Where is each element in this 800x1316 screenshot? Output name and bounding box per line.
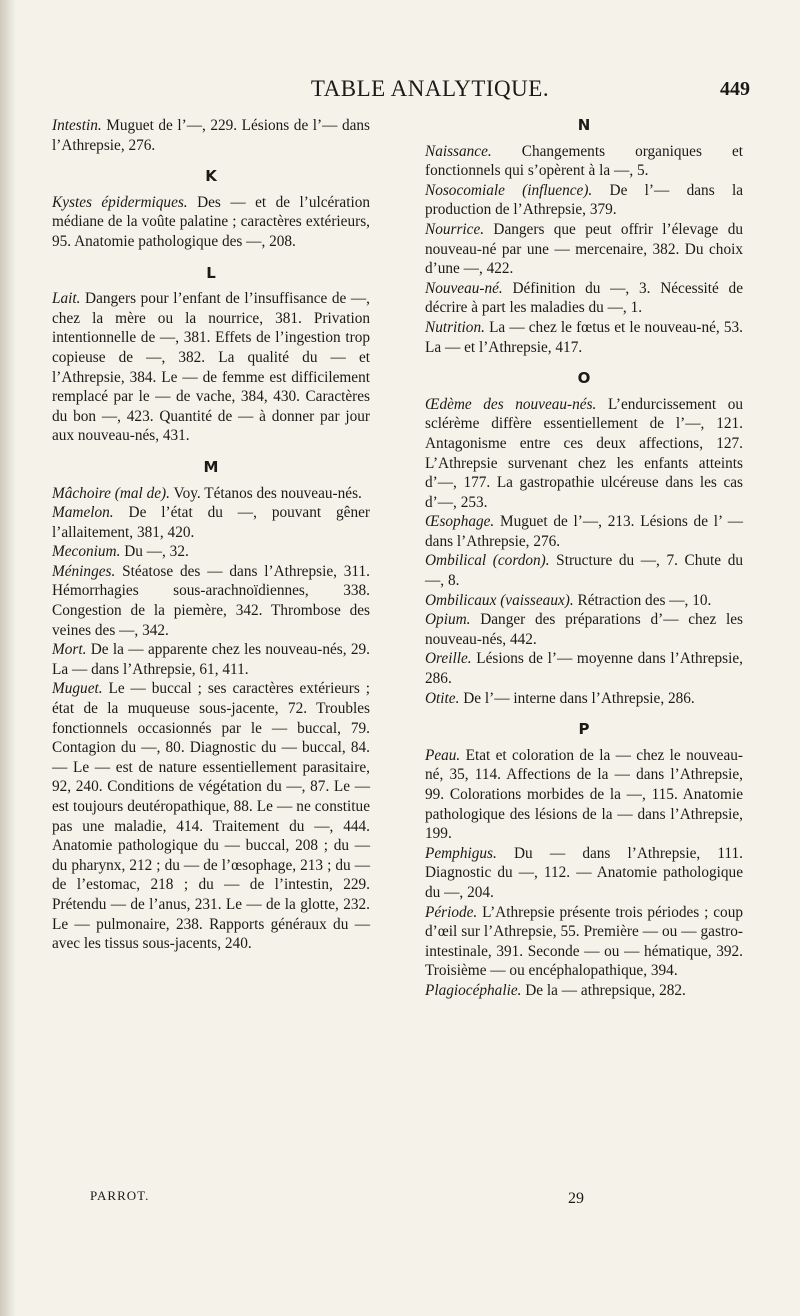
section-letter: P bbox=[578, 720, 590, 739]
entry-text: Muguet de l’—, 229. Lésions de l’— dans l’Athrepsie, 276. bbox=[52, 117, 370, 154]
entry-text: Dangers que peut offrir l’élevage du nouveau-né par une — mercenaire, 382. Du choix d’une —, 422. bbox=[425, 220, 743, 278]
section-letter: O bbox=[577, 369, 591, 388]
page-number: 449 bbox=[720, 78, 750, 100]
entry-text: De l’état du —, pouvant gêner l’allaitement, 381, 420. bbox=[52, 504, 370, 541]
page-header bbox=[110, 76, 750, 108]
index-entry bbox=[425, 649, 743, 688]
entry-term: Peau. bbox=[425, 746, 461, 764]
entry-term: Œsophage. bbox=[425, 513, 495, 531]
entry-term: Mort. bbox=[52, 641, 87, 659]
entry-term: Œdème des nouveau-nés. bbox=[425, 395, 597, 413]
entry-term: Meconium. bbox=[52, 543, 121, 561]
entry-term: Mamelon. bbox=[52, 504, 114, 522]
entry-text: Changements organiques et fonctionnels qui s’opèrent à la —, 5. bbox=[425, 142, 743, 180]
entry-term: Lait. bbox=[52, 290, 81, 308]
entry-text: Muguet de l’—, 213. Lésions de l’ — dans l’Athrepsie, 276. bbox=[425, 513, 743, 550]
index-entry bbox=[52, 193, 370, 252]
entry-term: Période. bbox=[425, 903, 478, 921]
entry-term: Otite. bbox=[425, 689, 460, 707]
section-letter: N bbox=[577, 116, 591, 134]
index-entry bbox=[425, 181, 743, 220]
page-edge-shadow bbox=[0, 0, 16, 1316]
index-entry bbox=[52, 679, 370, 953]
index-entry bbox=[425, 981, 743, 1001]
entry-text: De la — athrepsique, 282. bbox=[521, 981, 686, 999]
entry-text: Etat et coloration de la — chez le nouveau-né, 35, 114. Affections de la — dans l’Athrepsie, 99. Colorations morbides de la —, 115. Anatomie pathologique des lésions de la — dans l’Athrepsie, 199. bbox=[425, 746, 743, 843]
index-entry bbox=[425, 903, 743, 981]
index-entry bbox=[52, 640, 370, 679]
index-entry bbox=[425, 395, 743, 513]
footer-author: PARROT. bbox=[90, 1188, 150, 1203]
entry-term: Intestin. bbox=[52, 117, 102, 134]
entry-text: De l’— interne dans l’Athrepsie, 286. bbox=[459, 689, 695, 707]
entry-text: Des — et de l’ulcération médiane de la voûte palatine ; caractères extérieurs, 95. Anatomie pathologique des —, 208. bbox=[52, 193, 370, 250]
section-letter: K bbox=[205, 167, 217, 186]
entry-text: L’endurcissement ou sclérème diffère essentiellement de l’—, 121. Antagonisme entre ces deux affections, 127. L’Athrepsie survenant chez les enfants atteints d’—, 177. La gastropathie ulcéreuse dans les cas d’—, 253. bbox=[425, 395, 743, 511]
index-entry bbox=[425, 591, 743, 611]
section-letter: L bbox=[206, 263, 216, 282]
entry-text: Voy. Tétanos des nouveau-nés. bbox=[169, 484, 362, 502]
index-entry bbox=[425, 610, 743, 649]
entry-term: Muguet. bbox=[52, 680, 103, 698]
entry-text: Lésions de l’— moyenne dans l’Athrepsie, 286. bbox=[425, 650, 743, 688]
entry-text: De la — apparente chez les nouveau-nés, 29. La — dans l’Athrepsie, 61, 411. bbox=[52, 641, 370, 678]
index-entry bbox=[52, 484, 370, 504]
index-entry bbox=[425, 279, 743, 318]
entry-term: Mâchoire (mal de). bbox=[52, 484, 170, 502]
entry-term: Naissance. bbox=[425, 142, 492, 160]
entry-text: De l’— dans la production de l’Athrepsie, 379. bbox=[425, 181, 743, 219]
entry-text: Rétraction des —, 10. bbox=[573, 591, 712, 609]
entry-term: Nouveau-né. bbox=[425, 279, 503, 297]
page-title: TABLE ANALYTIQUE. bbox=[310, 76, 550, 101]
section-letter: M bbox=[203, 457, 219, 476]
entry-term: Nourrice. bbox=[425, 220, 485, 238]
index-entry bbox=[425, 318, 743, 357]
entry-term: Ombilical (cordon). bbox=[425, 552, 550, 570]
entry-text: Dangers pour l’enfant de l’insuffisance de —, chez la mère ou la nourrice, 381. Privation intentionnelle de —, 381. Effets de l’ingestion trop copieuse de —, 382. La qualité du — et l’Athrepsie, 384. Le — de femme est difficilement remplacé par le — de vache, 384, 430. Caractères du bon —, 423. Quantité de — à donner par jour aux nouveau-nés, 431. bbox=[52, 290, 370, 445]
entry-text: Structure du —, 7. Chute du —, 8. bbox=[425, 552, 743, 590]
entry-term: Ombilicaux (vaisseaux). bbox=[425, 591, 574, 609]
left-column bbox=[52, 116, 370, 954]
entry-text: Définition du —, 3. Nécessité de décrire à part les maladies du —, 1. bbox=[425, 279, 743, 317]
entry-term: Méninges. bbox=[52, 562, 116, 580]
entry-term: Plagiocéphalie. bbox=[425, 981, 522, 999]
entry-text: Du — dans l’Athrepsie, 111. Diagnostic du —, 112. — Anatomie pathologique du —, 204. bbox=[425, 844, 743, 901]
index-entry bbox=[425, 512, 743, 551]
entry-term: Nosocomiale (influence). bbox=[425, 181, 593, 199]
entry-text: Le — buccal ; ses caractères extérieurs ; état de la muqueuse sous-jacente, 72. Troubles fonctionnels occasionnés par le — buccal, 79. Contagion du —, 80. Diagnostic du — buccal, 84. — Le — est de nature essentiellement parasitaire, 92, 240. Conditions de végétation du —, 87. Le — est toujours deutéropathique, 88. Le — ne constitue pas une maladie, 414. Traitement du —, 444. Anatomie pathologique du — buccal, 208 ; du — du pharynx, 212 ; du — de l’œsophage, 213 ; du — de l’estomac, 218 ; du — de l’intestin, 229. Prétendu — de l’anus, 231. Le — de la glotte, 232. Le — pulmonaire, 238. Rapports généraux du — avec les tissus sous-jacents, 240. bbox=[52, 680, 370, 953]
entry-text: Danger des préparations d’— chez les nouveau-nés, 442. bbox=[425, 611, 743, 648]
entry-term: Nutrition. bbox=[425, 318, 485, 336]
index-entry bbox=[425, 746, 743, 844]
index-entry bbox=[52, 542, 370, 562]
index-entry bbox=[425, 551, 743, 590]
index-entry bbox=[425, 689, 743, 709]
index-entry bbox=[425, 844, 743, 903]
index-entry bbox=[425, 142, 743, 181]
entry-text: La — chez le fœtus et le nouveau-né, 53. La — et l’Athrepsie, 417. bbox=[425, 318, 743, 356]
index-entry bbox=[52, 116, 370, 155]
index-entry bbox=[52, 289, 370, 446]
right-column bbox=[425, 116, 743, 1001]
index-entry bbox=[425, 220, 743, 279]
entry-term: Kystes épidermiques. bbox=[52, 193, 188, 211]
entry-term: Pemphigus. bbox=[425, 844, 497, 862]
entry-text: L’Athrepsie présente trois périodes ; coup d’œil sur l’Athrepsie, 55. Première — ou — gastro-intestinale, 391. Seconde — ou — hématique, 392. Troisième — ou encéphalopathique, 394. bbox=[425, 903, 743, 980]
index-entry bbox=[52, 562, 370, 640]
footer-signature: 29 bbox=[568, 1190, 584, 1207]
entry-text: Du —, 32. bbox=[120, 543, 189, 561]
index-entry bbox=[52, 503, 370, 542]
entry-text: Stéatose des — dans l’Athrepsie, 311. Hémorrhagies sous-arachnoïdiennes, 338. Congestion de la piemère, 342. Thrombose des veines des —, 342. bbox=[52, 562, 370, 639]
entry-term: Opium. bbox=[425, 611, 471, 629]
entry-term: Oreille. bbox=[425, 650, 472, 668]
